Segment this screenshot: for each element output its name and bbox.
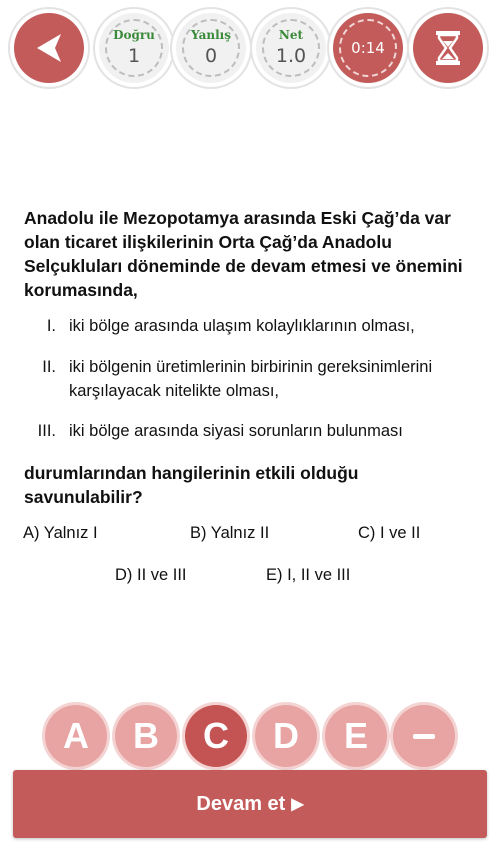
wrong-count-badge xyxy=(176,13,246,83)
net-label: Net xyxy=(278,28,304,42)
timer-badge xyxy=(333,13,403,83)
statement-text: iki bölgenin üretimlerinin birbirinin gereksinimlerini karşılayacak nitelikte olması, xyxy=(69,358,433,400)
clear-answer-button[interactable] xyxy=(393,705,455,767)
answer-e-button[interactable]: E xyxy=(325,705,387,767)
option-a-text: A) Yalnız I xyxy=(23,524,98,542)
statement-number: II. xyxy=(42,358,56,376)
continue-label: Devam et xyxy=(196,792,286,815)
correct-value: 1 xyxy=(127,45,141,67)
option-c-text: C) I ve II xyxy=(358,524,421,542)
back-arrow-icon xyxy=(29,28,69,68)
option-e-text: E) I, II ve III xyxy=(266,566,351,584)
question-stem: Anadolu ile Mezopotamya arasında Eski Çağ’da var olan ticaret ilişkilerinin Orta Çağ’da Anadolu Selçukluları döneminde de devam etmesi ve önemini korumasında, xyxy=(24,208,463,300)
statement-text: iki bölge arasında ulaşım kolaylıklarının olması, xyxy=(69,317,415,335)
net-score-badge xyxy=(256,13,326,83)
statement-number: III. xyxy=(37,422,56,440)
option-b-text: B) Yalnız II xyxy=(190,524,270,542)
play-arrow-icon: ▶ xyxy=(291,796,304,813)
wrong-value: 0 xyxy=(204,45,218,67)
answer-d-button[interactable]: D xyxy=(255,705,317,767)
question-prompt: durumlarından hangilerinin etkili olduğu savunulabilir? xyxy=(24,463,359,507)
hourglass-button[interactable] xyxy=(413,13,483,83)
statement-text: iki bölge arasında siyasi sorunların bulunması xyxy=(69,422,403,440)
top-bar xyxy=(0,0,500,95)
hourglass-icon xyxy=(431,28,465,68)
answer-c-button[interactable]: C xyxy=(185,705,247,767)
timer-text: 0:14 xyxy=(351,39,385,57)
back-button[interactable] xyxy=(14,13,84,83)
minus-icon xyxy=(413,734,435,739)
correct-label: Doğru xyxy=(113,28,155,42)
statement-number: I. xyxy=(46,317,56,335)
net-value: 1.0 xyxy=(275,45,307,67)
continue-button[interactable] xyxy=(13,770,487,838)
answer-a-button[interactable]: A xyxy=(45,705,107,767)
wrong-label: Yanlış xyxy=(190,28,231,42)
correct-count-badge xyxy=(99,13,169,83)
option-d-text: D) II ve III xyxy=(115,566,187,584)
answer-b-button[interactable]: B xyxy=(115,705,177,767)
